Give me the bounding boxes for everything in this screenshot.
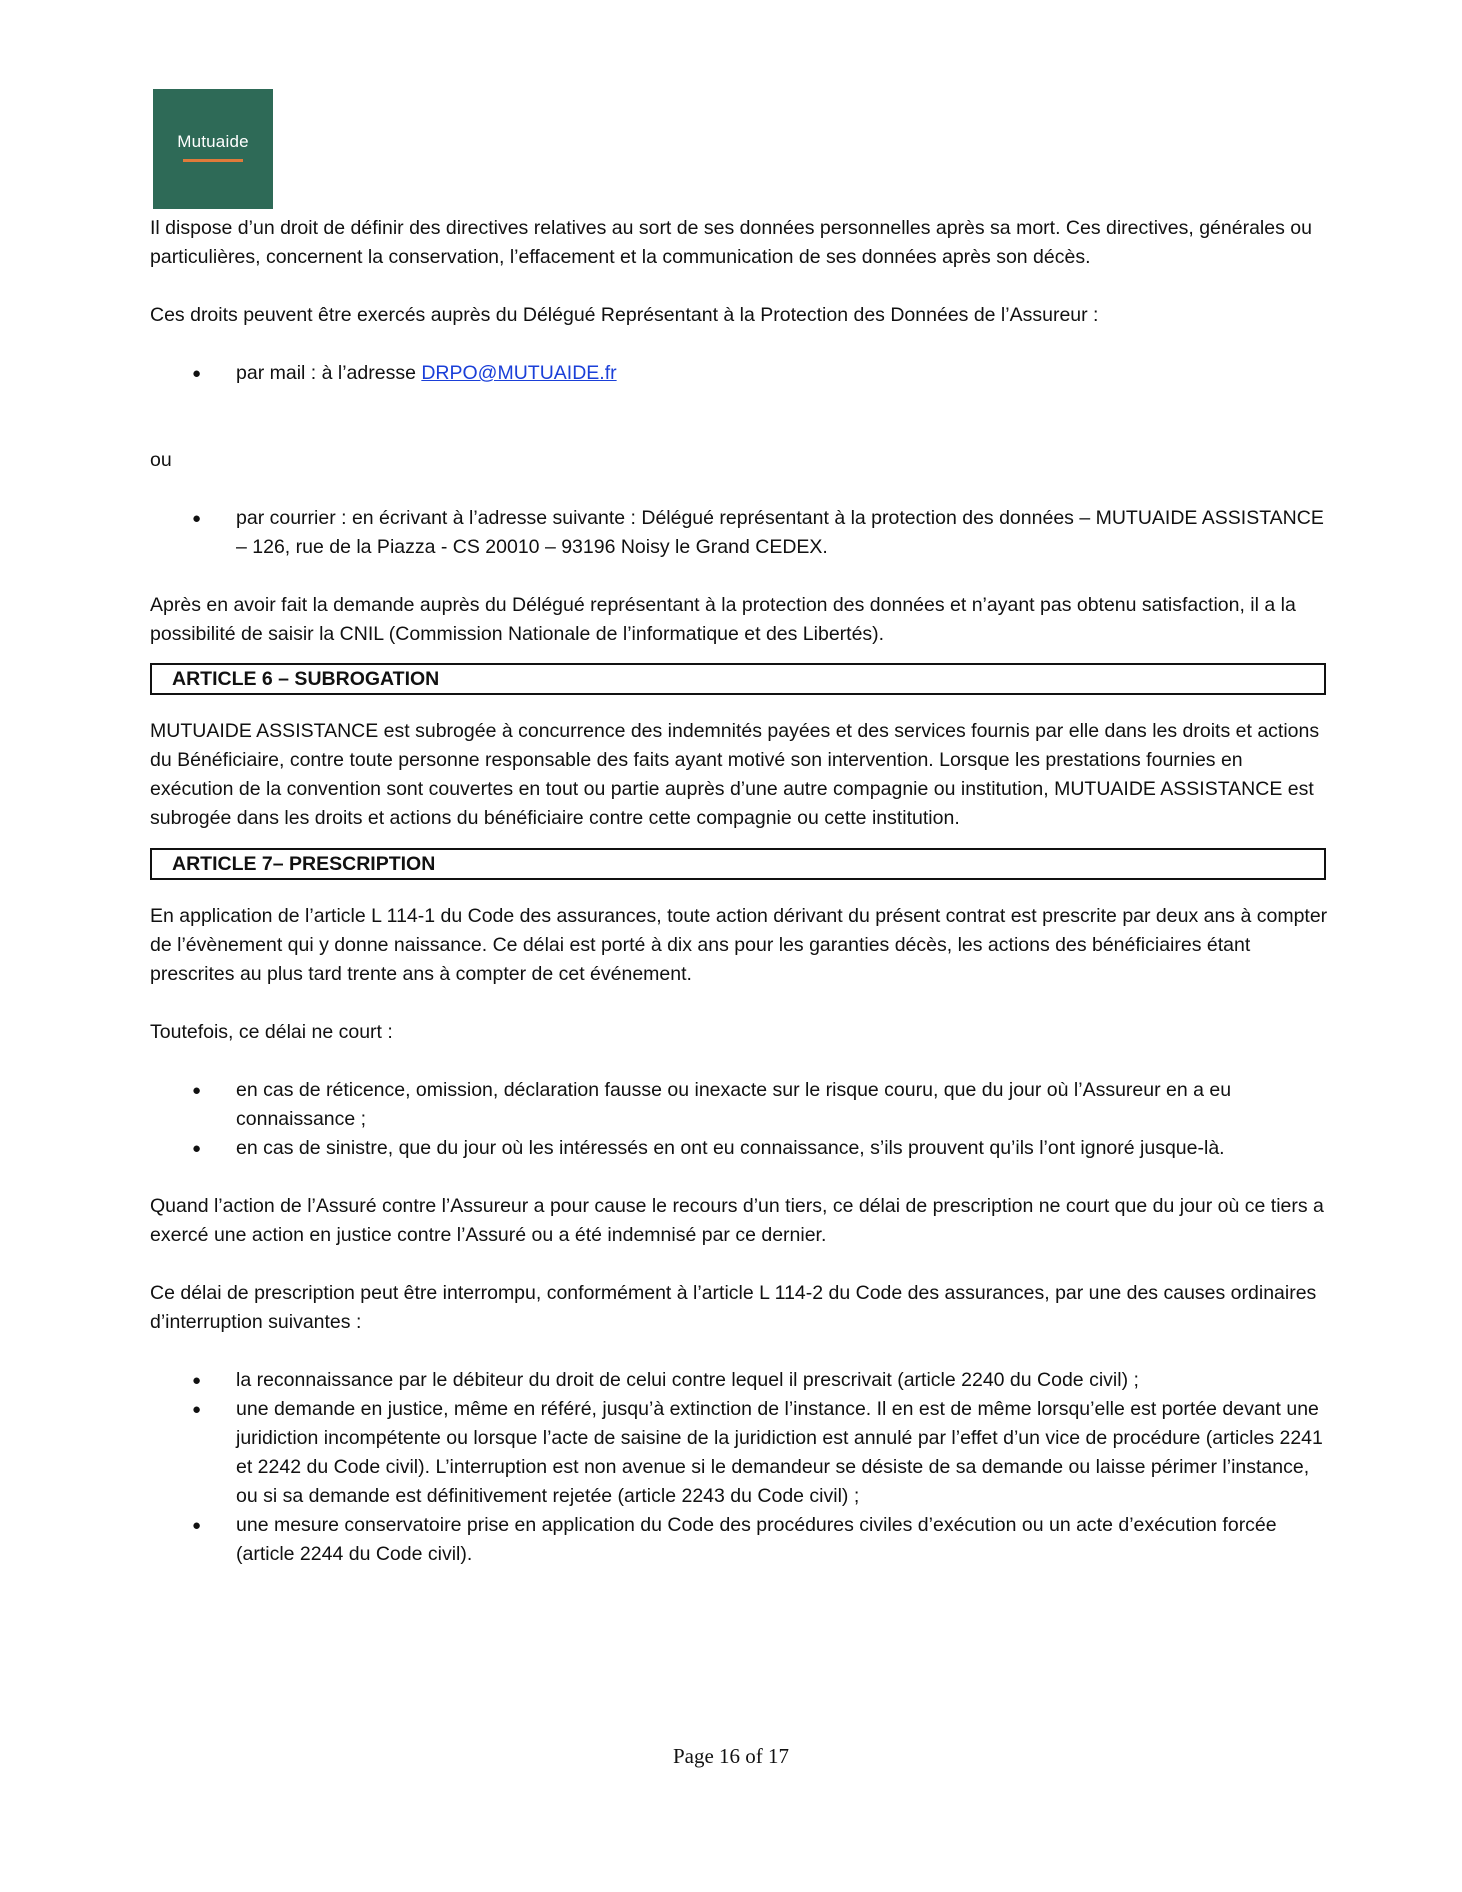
interruption-list [150,1366,1330,1569]
article-7-title: ARTICLE 7– PRESCRIPTION [172,852,436,875]
article-7-heading [150,848,1326,880]
article-6-title: ARTICLE 6 – SUBROGATION [172,667,440,690]
list-item-courrier: ● par courrier : en écrivant à l’adresse suivante : Délégué représentant à la protection des données – MUTUAIDE ASSISTANCE – 126, rue de la Piazza - CS 20010 – 93196 Noisy le Grand CEDEX. [150,504,1330,562]
cnil-paragraph: Après en avoir fait la demande auprès du Délégué représentant à la protection des données et n’ayant pas obtenu satisfaction, il a la possibilité de saisir la CNIL (Commission Nationale de l’informatique et des Libertés). [150,594,1296,645]
document-body [150,214,1330,1569]
contact-list-courrier [150,504,1330,562]
list-item: ● en cas de réticence, omission, déclaration fausse ou inexacte sur le risque couru, que du jour où l’Assureur en a eu connaissance ; [150,1076,1330,1134]
or-text: ou [150,449,172,471]
article-7-paragraph-2: Toutefois, ce délai ne court : [150,1021,393,1043]
mail-prefix: par mail : à l’adresse [236,362,422,384]
article-7-paragraph-3: Quand l’action de l’Assuré contre l’Assureur a pour cause le recours d’un tiers, ce délai de prescription ne court que du jour où ce tiers a exercé une action en justice contre l’Assuré ou a été indemnisé par ce dernier. [150,1195,1324,1246]
list-item: ● la reconnaissance par le débiteur du droit de celui contre lequel il prescrivait (article 2240 du Code civil) ; [150,1366,1330,1395]
article-7-paragraph-1: En application de l’article L 114-1 du Code des assurances, toute action dérivant du présent contrat est prescrite par deux ans à compter de l’évènement qui y donne naissance. Ce délai est porté à dix ans pour les garanties décès, les actions des bénéficiaires étant prescrites au plus tard trente ans à compter de cet événement. [150,905,1328,985]
mutuaide-logo [153,89,273,209]
page-number: Page 16 of 17 [672,1744,790,1768]
list-item: ● une mesure conservatoire prise en application du Code des procédures civiles d’exécution ou un acte d’exécution forcée (article 2244 du Code civil). [150,1511,1330,1569]
logo-text: Mutuaide [177,132,249,151]
list-item-mail [150,359,1330,388]
contact-list-mail [150,359,1330,388]
article-6-heading [150,663,1326,695]
article-6-paragraph: MUTUAIDE ASSISTANCE est subrogée à concurrence des indemnités payées et des services fournis par elle dans les droits et actions du Bénéficiaire, contre toute personne responsable des faits ayant motivé son intervention. Lorsque les prestations fournies en exécution de la convention sont couvertes en tout ou partie auprès d’une autre compagnie ou institution, MUTUAIDE ASSISTANCE est subrogée dans les droits et actions du bénéficiaire contre cette compagnie ou cette institution. [150,720,1320,829]
rights-paragraph: Ces droits peuvent être exercés auprès du Délégué Représentant à la Protection des Données de l’Assureur : [150,304,1099,326]
prescription-list-1 [150,1076,1330,1163]
intro-paragraph: Il dispose d’un droit de définir des directives relatives au sort de ses données personnelles après sa mort. Ces directives, générales ou particulières, concernent la conservation, l’effacement et la communication de ses données après son décès. [150,217,1312,268]
article-7-paragraph-4: Ce délai de prescription peut être interrompu, conformément à l’article L 114-2 du Code des assurances, par une des causes ordinaires d’interruption suivantes : [150,1282,1317,1333]
email-link[interactable]: DRPO@MUTUAIDE.fr [421,362,617,384]
logo-underline [183,159,243,162]
list-item: ● en cas de sinistre, que du jour où les intéressés en ont eu connaissance, s’ils prouvent qu’ils l’ont ignoré jusque-là. [150,1134,1330,1163]
list-item: ● une demande en justice, même en référé, jusqu’à extinction de l’instance. Il en est de même lorsqu’elle est portée devant une juridiction incompétente ou lorsque l’acte de saisine de la juridiction est annulé par l’effet d’un vice de procédure (articles 2241 et 2242 du Code civil). L’interruption est non avenue si le demandeur se désiste de sa demande ou laisse périmer l’instance, ou si sa demande est définitivement rejetée (article 2243 du Code civil) ; [150,1395,1330,1511]
